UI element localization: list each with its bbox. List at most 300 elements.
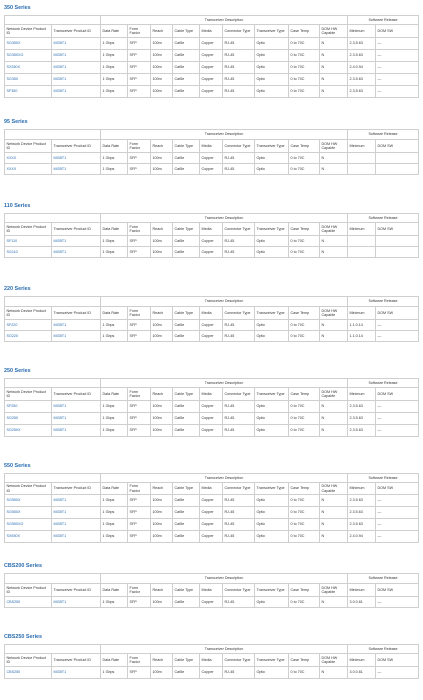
col-media-cell: Copper (200, 401, 223, 413)
software-release-header: Software Release (348, 574, 419, 584)
col-connector-type-cell: RJ-45 (223, 667, 255, 679)
col-transceiver-pid-cell: MGBT1 (52, 413, 101, 425)
table-row (5, 531, 419, 543)
col-reach-cell: 100m (151, 153, 173, 164)
column-header-row (5, 223, 419, 236)
col-transceiver-type-cell: Optic (255, 425, 289, 437)
col-form-factor-header: Form Factor (128, 223, 151, 236)
col-media-cell: Copper (200, 413, 223, 425)
col-connector-type-cell: RJ-45 (223, 597, 255, 608)
col-data-rate-header: Data Rate (101, 223, 128, 236)
col-minimum-cell (348, 164, 376, 175)
col-minimum-header: Minimum (348, 307, 376, 320)
col-form-factor-header: Form Factor (128, 654, 151, 667)
col-form-factor-cell: SFP (128, 164, 151, 175)
col-product-id-cell[interactable]: SG250 (5, 413, 52, 425)
col-product-id-header: Network Device Product ID (5, 483, 52, 495)
table-row (5, 413, 419, 425)
col-minimum-header: Minimum (348, 388, 376, 401)
col-connector-type-cell: RJ-45 (223, 519, 255, 531)
col-transceiver-type-header: Transceiver Type (255, 223, 289, 236)
table-row (5, 320, 419, 331)
col-cable-type-cell: Cat5e (173, 413, 200, 425)
col-media-cell: Copper (200, 247, 223, 258)
col-media-header: Media (200, 388, 223, 401)
col-reach-cell: 100m (151, 86, 173, 98)
col-media-header: Media (200, 654, 223, 667)
col-data-rate-cell: 1 Gbps (101, 320, 128, 331)
table-row (5, 50, 419, 62)
col-case-temp-cell: 0 to 70C (289, 667, 320, 679)
transceiver-description-header: Transceiver Description (101, 474, 348, 483)
col-transceiver-pid-cell: MGBT1 (52, 425, 101, 437)
col-form-factor-cell: SFP (128, 62, 151, 74)
col-data-rate-cell: 1 Gbps (101, 50, 128, 62)
col-product-id-cell[interactable]: XXXX (5, 153, 52, 164)
col-dom-hw-cell: N (320, 62, 348, 74)
table-row (5, 38, 419, 50)
table-row (5, 401, 419, 413)
col-reach-cell: 100m (151, 50, 173, 62)
col-case-temp-cell: 0 to 70C (289, 507, 320, 519)
col-cable-type-header: Cable Type (173, 584, 200, 597)
transceiver-description-header: Transceiver Description (101, 130, 348, 140)
col-dom-sw-cell: — (376, 50, 419, 62)
col-case-temp-cell: 0 to 70C (289, 401, 320, 413)
col-reach-header: Reach (151, 223, 173, 236)
col-connector-type-cell: RJ-45 (223, 401, 255, 413)
col-transceiver-pid-header: Transceiver Product ID (52, 584, 101, 597)
blank-header (5, 16, 101, 25)
transceiver-table (4, 573, 419, 608)
column-header-row (5, 307, 419, 320)
col-form-factor-cell: SFP (128, 667, 151, 679)
col-case-temp-cell: 0 to 70C (289, 153, 320, 164)
col-media-cell: Copper (200, 519, 223, 531)
col-form-factor-header: Form Factor (128, 25, 151, 38)
table-row (5, 331, 419, 342)
col-minimum-cell: 3.0.0.61 (348, 667, 376, 679)
col-transceiver-pid-cell: MGBT1 (52, 597, 101, 608)
blank-header (5, 645, 101, 654)
col-form-factor-cell: SFP (128, 425, 151, 437)
col-data-rate-cell: 1 Gbps (101, 531, 128, 543)
col-data-rate-header: Data Rate (101, 307, 128, 320)
col-minimum-cell: 2.4.0.94 (348, 62, 376, 74)
software-release-header: Software Release (348, 379, 419, 388)
col-product-id-cell[interactable]: SG110 (5, 247, 52, 258)
col-form-factor-cell: SFP (128, 50, 151, 62)
col-transceiver-pid-cell: MGBT1 (52, 38, 101, 50)
blank-header (5, 130, 101, 140)
col-connector-type-cell: RJ-45 (223, 74, 255, 86)
col-transceiver-type-header: Transceiver Type (255, 140, 289, 153)
col-transceiver-pid-header: Transceiver Product ID (52, 140, 101, 153)
col-dom-hw-cell: N (320, 247, 348, 258)
col-transceiver-type-cell: Optic (255, 74, 289, 86)
col-case-temp-cell: 0 to 70C (289, 495, 320, 507)
series-title: 550 Series (4, 463, 31, 469)
transceiver-description-header: Transceiver Description (101, 297, 348, 307)
col-dom-hw-cell: N (320, 507, 348, 519)
col-transceiver-pid-cell: MGBT1 (52, 320, 101, 331)
col-data-rate-header: Data Rate (101, 654, 128, 667)
col-transceiver-pid-cell: MGBT1 (52, 62, 101, 74)
col-cable-type-cell: Cat5e (173, 667, 200, 679)
col-dom-sw-cell: — (376, 597, 419, 608)
col-cable-type-header: Cable Type (173, 307, 200, 320)
col-data-rate-cell: 1 Gbps (101, 401, 128, 413)
blank-header (5, 379, 101, 388)
col-cable-type-cell: Cat5e (173, 507, 200, 519)
group-header-row (5, 130, 419, 140)
col-form-factor-cell: SFP (128, 507, 151, 519)
col-reach-cell: 100m (151, 331, 173, 342)
col-product-id-cell[interactable]: SG350XG (5, 50, 52, 62)
col-product-id-header: Network Device Product ID (5, 388, 52, 401)
col-product-id-cell[interactable]: SX550X (5, 531, 52, 543)
col-dom-hw-cell: N (320, 401, 348, 413)
col-data-rate-cell: 1 Gbps (101, 153, 128, 164)
col-dom-sw-header: DOM SW (376, 483, 419, 495)
col-cable-type-cell: Cat5e (173, 425, 200, 437)
col-product-id-cell[interactable]: CBS250 (5, 597, 52, 608)
col-connector-type-cell: RJ-45 (223, 507, 255, 519)
col-data-rate-cell: 1 Gbps (101, 247, 128, 258)
col-form-factor-cell: SFP (128, 247, 151, 258)
col-product-id-cell[interactable]: SG550X (5, 495, 52, 507)
col-media-cell: Copper (200, 531, 223, 543)
series-title: CBS200 Series (4, 563, 43, 569)
col-product-id-cell[interactable]: SF220 (5, 320, 52, 331)
col-connector-type-header: Connector Type (223, 223, 255, 236)
col-product-id-cell[interactable]: SG350X (5, 38, 52, 50)
col-dom-sw-cell: — (376, 38, 419, 50)
col-transceiver-type-cell: Optic (255, 667, 289, 679)
col-reach-cell: 100m (151, 425, 173, 437)
col-minimum-cell: 2.3.5.63 (348, 425, 376, 437)
col-data-rate-header: Data Rate (101, 584, 128, 597)
col-transceiver-pid-header: Transceiver Product ID (52, 654, 101, 667)
col-case-temp-cell: 0 to 70C (289, 597, 320, 608)
col-media-cell: Copper (200, 86, 223, 98)
transceiver-description-header: Transceiver Description (101, 16, 348, 25)
software-release-header: Software Release (348, 474, 419, 483)
col-data-rate-cell: 1 Gbps (101, 86, 128, 98)
col-media-cell: Copper (200, 597, 223, 608)
col-minimum-cell: 2.3.5.63 (348, 507, 376, 519)
col-dom-hw-header: DOM HW Capable (320, 140, 348, 153)
col-data-rate-cell: 1 Gbps (101, 413, 128, 425)
col-dom-sw-cell: — (376, 401, 419, 413)
col-case-temp-cell: 0 to 70C (289, 86, 320, 98)
column-header-row (5, 483, 419, 495)
col-transceiver-pid-cell: MGBT1 (52, 331, 101, 342)
col-media-cell: Copper (200, 236, 223, 247)
col-dom-hw-header: DOM HW Capable (320, 654, 348, 667)
col-form-factor-cell: SFP (128, 531, 151, 543)
table-row (5, 519, 419, 531)
col-product-id-cell[interactable]: SF110 (5, 236, 52, 247)
col-connector-type-header: Connector Type (223, 388, 255, 401)
column-header-row (5, 25, 419, 38)
col-form-factor-cell: SFP (128, 413, 151, 425)
col-dom-hw-cell: N (320, 320, 348, 331)
col-case-temp-header: Case Temp (289, 223, 320, 236)
col-dom-sw-cell: — (376, 507, 419, 519)
col-form-factor-cell: SFP (128, 331, 151, 342)
col-dom-hw-cell: N (320, 74, 348, 86)
col-transceiver-type-cell: Optic (255, 320, 289, 331)
col-product-id-cell[interactable]: SG350 (5, 74, 52, 86)
col-transceiver-pid-cell: MGBT1 (52, 247, 101, 258)
col-transceiver-type-header: Transceiver Type (255, 483, 289, 495)
col-product-id-cell[interactable]: SF250 (5, 401, 52, 413)
col-transceiver-type-cell: Optic (255, 38, 289, 50)
col-dom-sw-cell: — (376, 413, 419, 425)
col-dom-hw-cell: N (320, 331, 348, 342)
software-release-header: Software Release (348, 645, 419, 654)
col-product-id-cell[interactable]: XXXX (5, 164, 52, 175)
col-cable-type-cell: Cat5e (173, 320, 200, 331)
col-transceiver-type-header: Transceiver Type (255, 25, 289, 38)
col-minimum-cell: 1.1.0.14 (348, 331, 376, 342)
col-transceiver-pid-header: Transceiver Product ID (52, 223, 101, 236)
col-reach-cell: 100m (151, 247, 173, 258)
table-row (5, 236, 419, 247)
transceiver-table (4, 644, 419, 679)
table-row (5, 597, 419, 608)
col-minimum-cell: 2.3.5.63 (348, 413, 376, 425)
col-connector-type-header: Connector Type (223, 140, 255, 153)
col-transceiver-pid-cell: MGBT1 (52, 153, 101, 164)
col-dom-hw-header: DOM HW Capable (320, 307, 348, 320)
col-reach-header: Reach (151, 140, 173, 153)
col-dom-sw-header: DOM SW (376, 584, 419, 597)
col-cable-type-cell: Cat5e (173, 597, 200, 608)
col-case-temp-cell: 0 to 70C (289, 38, 320, 50)
col-reach-cell: 100m (151, 413, 173, 425)
col-data-rate-cell: 1 Gbps (101, 331, 128, 342)
col-connector-type-cell: RJ-45 (223, 531, 255, 543)
col-form-factor-header: Form Factor (128, 483, 151, 495)
col-media-header: Media (200, 140, 223, 153)
col-media-cell: Copper (200, 667, 223, 679)
col-data-rate-cell: 1 Gbps (101, 62, 128, 74)
col-minimum-cell: 2.3.5.63 (348, 86, 376, 98)
col-minimum-header: Minimum (348, 25, 376, 38)
col-cable-type-cell: Cat5e (173, 50, 200, 62)
group-header-row (5, 474, 419, 483)
group-header-row (5, 574, 419, 584)
group-header-row (5, 16, 419, 25)
col-product-id-cell[interactable]: CBS250 (5, 667, 52, 679)
col-media-header: Media (200, 584, 223, 597)
col-reach-header: Reach (151, 307, 173, 320)
col-minimum-cell: 2.3.5.63 (348, 74, 376, 86)
col-product-id-cell[interactable]: SF350 (5, 86, 52, 98)
col-reach-cell: 100m (151, 74, 173, 86)
col-case-temp-header: Case Temp (289, 654, 320, 667)
col-transceiver-pid-cell: MGBT1 (52, 507, 101, 519)
col-dom-sw-cell: — (376, 519, 419, 531)
col-case-temp-cell: 0 to 70C (289, 74, 320, 86)
col-minimum-header: Minimum (348, 223, 376, 236)
col-product-id-cell[interactable]: SX350X (5, 62, 52, 74)
col-dom-sw-cell: — (376, 495, 419, 507)
col-connector-type-header: Connector Type (223, 654, 255, 667)
col-reach-header: Reach (151, 654, 173, 667)
col-product-id-cell[interactable]: SG550X (5, 507, 52, 519)
col-transceiver-type-cell: Optic (255, 164, 289, 175)
col-case-temp-header: Case Temp (289, 483, 320, 495)
software-release-header: Software Release (348, 297, 419, 307)
col-form-factor-header: Form Factor (128, 307, 151, 320)
col-transceiver-type-cell: Optic (255, 531, 289, 543)
blank-header (5, 297, 101, 307)
column-header-row (5, 388, 419, 401)
col-dom-hw-cell: N (320, 86, 348, 98)
transceiver-table (4, 378, 419, 437)
col-reach-cell: 100m (151, 38, 173, 50)
col-product-id-header: Network Device Product ID (5, 25, 52, 38)
table-row (5, 507, 419, 519)
col-reach-cell: 100m (151, 597, 173, 608)
col-transceiver-pid-cell: MGBT1 (52, 86, 101, 98)
col-data-rate-cell: 1 Gbps (101, 425, 128, 437)
col-case-temp-cell: 0 to 70C (289, 531, 320, 543)
col-form-factor-cell: SFP (128, 74, 151, 86)
software-release-header: Software Release (348, 16, 419, 25)
table-row (5, 425, 419, 437)
col-dom-sw-cell: — (376, 331, 419, 342)
col-product-id-cell[interactable]: SG250X (5, 425, 52, 437)
col-dom-sw-cell: — (376, 320, 419, 331)
software-release-header: Software Release (348, 214, 419, 223)
col-media-cell: Copper (200, 320, 223, 331)
col-media-cell: Copper (200, 38, 223, 50)
col-dom-hw-header: DOM HW Capable (320, 388, 348, 401)
col-case-temp-header: Case Temp (289, 140, 320, 153)
group-header-row (5, 214, 419, 223)
col-dom-sw-header: DOM SW (376, 654, 419, 667)
col-product-id-header: Network Device Product ID (5, 223, 52, 236)
col-cable-type-cell: Cat5e (173, 74, 200, 86)
col-product-id-header: Network Device Product ID (5, 584, 52, 597)
col-form-factor-cell: SFP (128, 38, 151, 50)
col-dom-hw-cell: N (320, 164, 348, 175)
col-case-temp-cell: 0 to 70C (289, 236, 320, 247)
col-dom-hw-cell: N (320, 425, 348, 437)
col-connector-type-cell: RJ-45 (223, 153, 255, 164)
col-media-cell: Copper (200, 331, 223, 342)
table-row (5, 74, 419, 86)
col-form-factor-cell: SFP (128, 86, 151, 98)
col-form-factor-cell: SFP (128, 320, 151, 331)
series-title: CBS250 Series (4, 634, 43, 640)
col-connector-type-cell: RJ-45 (223, 331, 255, 342)
col-reach-cell: 100m (151, 164, 173, 175)
col-product-id-cell[interactable]: SG550XG (5, 519, 52, 531)
column-header-row (5, 654, 419, 667)
col-transceiver-type-cell: Optic (255, 519, 289, 531)
col-cable-type-cell: Cat5e (173, 62, 200, 74)
col-dom-hw-cell: N (320, 236, 348, 247)
transceiver-table (4, 296, 419, 342)
col-transceiver-type-cell: Optic (255, 331, 289, 342)
col-transceiver-type-cell: Optic (255, 247, 289, 258)
col-cable-type-header: Cable Type (173, 483, 200, 495)
col-minimum-cell (348, 236, 376, 247)
col-transceiver-type-cell: Optic (255, 236, 289, 247)
col-transceiver-pid-header: Transceiver Product ID (52, 307, 101, 320)
group-header-row (5, 297, 419, 307)
blank-header (5, 474, 101, 483)
col-form-factor-cell: SFP (128, 495, 151, 507)
col-cable-type-header: Cable Type (173, 223, 200, 236)
col-form-factor-header: Form Factor (128, 388, 151, 401)
col-connector-type-cell: RJ-45 (223, 86, 255, 98)
col-reach-cell: 100m (151, 62, 173, 74)
col-transceiver-pid-header: Transceiver Product ID (52, 25, 101, 38)
col-dom-hw-cell: N (320, 597, 348, 608)
col-data-rate-cell: 1 Gbps (101, 74, 128, 86)
col-dom-sw-header: DOM SW (376, 25, 419, 38)
col-connector-type-cell: RJ-45 (223, 247, 255, 258)
series-title: 95 Series (4, 119, 28, 125)
col-data-rate-cell: 1 Gbps (101, 164, 128, 175)
col-minimum-header: Minimum (348, 584, 376, 597)
col-connector-type-cell: RJ-45 (223, 495, 255, 507)
col-dom-sw-cell: — (376, 425, 419, 437)
column-header-row (5, 584, 419, 597)
col-dom-sw-cell (376, 247, 419, 258)
col-transceiver-type-header: Transceiver Type (255, 307, 289, 320)
col-transceiver-type-header: Transceiver Type (255, 654, 289, 667)
col-cable-type-header: Cable Type (173, 25, 200, 38)
col-connector-type-header: Connector Type (223, 483, 255, 495)
col-data-rate-header: Data Rate (101, 388, 128, 401)
col-data-rate-header: Data Rate (101, 483, 128, 495)
col-transceiver-pid-cell: MGBT1 (52, 495, 101, 507)
col-cable-type-cell: Cat5e (173, 531, 200, 543)
col-reach-cell: 100m (151, 667, 173, 679)
col-product-id-cell[interactable]: SG220 (5, 331, 52, 342)
col-minimum-cell: 2.3.5.63 (348, 38, 376, 50)
col-data-rate-cell: 1 Gbps (101, 495, 128, 507)
col-data-rate-cell: 1 Gbps (101, 519, 128, 531)
col-minimum-cell: 3.0.0.61 (348, 597, 376, 608)
col-connector-type-cell: RJ-45 (223, 164, 255, 175)
col-transceiver-type-cell: Optic (255, 50, 289, 62)
col-cable-type-cell: Cat5e (173, 236, 200, 247)
col-media-header: Media (200, 483, 223, 495)
col-dom-sw-cell: — (376, 86, 419, 98)
col-dom-hw-cell: N (320, 413, 348, 425)
table-row (5, 153, 419, 164)
col-transceiver-type-cell: Optic (255, 495, 289, 507)
col-form-factor-cell: SFP (128, 519, 151, 531)
col-product-id-header: Network Device Product ID (5, 654, 52, 667)
col-transceiver-type-cell: Optic (255, 153, 289, 164)
col-transceiver-type-cell: Optic (255, 62, 289, 74)
col-reach-cell: 100m (151, 519, 173, 531)
col-product-id-header: Network Device Product ID (5, 140, 52, 153)
transceiver-table (4, 213, 419, 258)
col-minimum-cell: 2.3.5.63 (348, 519, 376, 531)
col-media-cell: Copper (200, 507, 223, 519)
col-transceiver-pid-cell: MGBT1 (52, 531, 101, 543)
